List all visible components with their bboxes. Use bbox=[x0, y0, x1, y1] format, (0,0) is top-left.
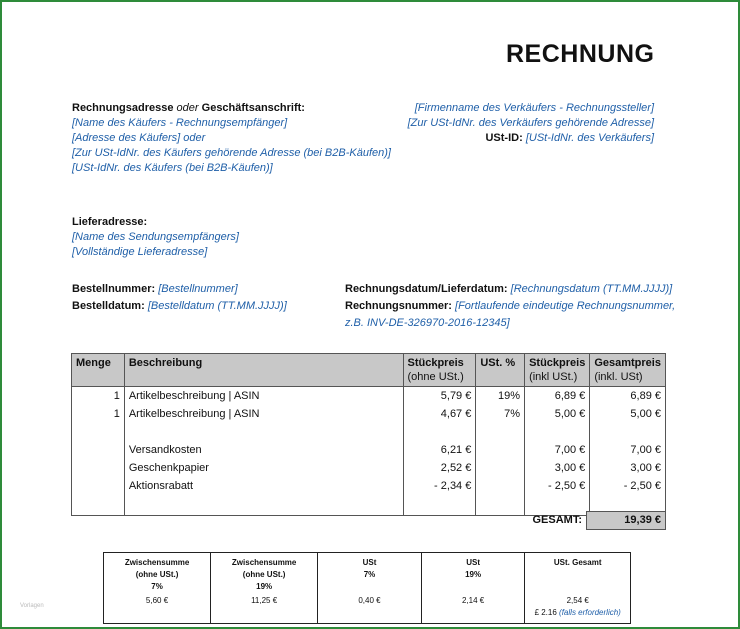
table-row bbox=[72, 423, 666, 441]
cell-gesamtpreis: 7,00 € bbox=[590, 441, 666, 459]
cell-menge: 1 bbox=[72, 405, 125, 423]
summary-heading: (ohne USt.) bbox=[242, 570, 286, 579]
cell-empty bbox=[124, 495, 403, 516]
cell-stueckpreis-inkl: 6,89 € bbox=[525, 387, 590, 406]
watermark: Vorlagen bbox=[20, 603, 44, 609]
summary-value: 2,54 € bbox=[566, 596, 589, 605]
cell-stueckpreis: 4,67 € bbox=[403, 405, 476, 423]
cell-empty bbox=[124, 423, 403, 441]
table-row bbox=[72, 495, 666, 516]
cell-menge bbox=[72, 441, 125, 459]
invoice-date-value: [Rechnungsdatum (TT.MM.JJJJ)] bbox=[510, 283, 673, 295]
cell-empty bbox=[525, 495, 590, 516]
cell-gesamtpreis: 6,89 € bbox=[590, 387, 666, 406]
billing-line: [Name des Käufers - Rechnungsempfänger] bbox=[72, 117, 288, 129]
cell-ust bbox=[476, 459, 525, 477]
cell-empty bbox=[525, 423, 590, 441]
summary-cell-ust-7 bbox=[318, 553, 422, 624]
summary-table bbox=[103, 552, 631, 624]
invoice-date bbox=[345, 282, 672, 297]
billing-label-a: Rechnungsadresse bbox=[72, 102, 174, 114]
summary-heading: Zwischensumme bbox=[124, 558, 190, 567]
delivery-label: Lieferadresse: bbox=[72, 216, 148, 228]
order-number-value: [Bestellnummer] bbox=[158, 283, 238, 295]
cell-empty bbox=[590, 423, 666, 441]
cell-stueckpreis-inkl: 7,00 € bbox=[525, 441, 590, 459]
summary-heading: 19% bbox=[465, 570, 482, 579]
total-label: GESAMT: bbox=[532, 514, 582, 526]
summary-heading: 7% bbox=[363, 570, 376, 579]
summary-heading: USt bbox=[362, 558, 377, 567]
seller-ust-value: [USt-IdNr. des Verkäufers] bbox=[525, 132, 654, 144]
cell-beschreibung: Aktionsrabatt bbox=[124, 477, 403, 495]
summary-extra bbox=[527, 607, 628, 619]
summary-extra-value: £ 2.16 bbox=[534, 608, 557, 617]
invoice-number-value: [Fortlaufende eindeutige Rechnungsnummer, bbox=[455, 300, 676, 312]
order-number-label: Bestellnummer: bbox=[72, 283, 156, 295]
total-value: 19,39 € bbox=[586, 511, 666, 530]
cell-beschreibung: Versandkosten bbox=[124, 441, 403, 459]
cell-empty bbox=[72, 495, 125, 516]
table-header-row bbox=[72, 354, 666, 387]
cell-gesamtpreis: - 2,50 € bbox=[590, 477, 666, 495]
summary-cell-ust-19 bbox=[421, 553, 525, 624]
cell-empty bbox=[476, 423, 525, 441]
cell-stueckpreis: - 2,34 € bbox=[403, 477, 476, 495]
summary-extra-note: (falls erforderlich) bbox=[559, 608, 621, 617]
summary-heading: USt. Gesamt bbox=[553, 558, 602, 567]
cell-stueckpreis: 6,21 € bbox=[403, 441, 476, 459]
items-table bbox=[71, 353, 666, 516]
summary-value: 5,60 € bbox=[145, 596, 169, 605]
cell-gesamtpreis: 5,00 € bbox=[590, 405, 666, 423]
cell-ust bbox=[476, 477, 525, 495]
cell-stueckpreis-inkl: 3,00 € bbox=[525, 459, 590, 477]
invoice-date-label: Rechnungsdatum/Lieferdatum: bbox=[345, 283, 508, 295]
invoice-number-value-cont: z.B. INV-DE-326970-2016-12345] bbox=[345, 317, 510, 329]
summary-heading: 7% bbox=[151, 582, 163, 591]
seller-ust bbox=[485, 131, 654, 146]
cell-stueckpreis-inkl: - 2,50 € bbox=[525, 477, 590, 495]
order-date-label: Bestelldatum: bbox=[72, 300, 145, 312]
cell-ust: 7% bbox=[476, 405, 525, 423]
table-row bbox=[72, 405, 666, 423]
billing-line: [USt-IdNr. des Käufers (bei B2B-Käufen)] bbox=[72, 162, 273, 174]
seller-name: [Firmenname des Verkäufers - Rechnungssteller] bbox=[414, 102, 654, 114]
billing-label-b: Geschäftsanschrift: bbox=[201, 102, 305, 114]
header-gesamtpreis: Gesamtpreis (inkl. USt) bbox=[590, 354, 666, 387]
summary-row bbox=[104, 553, 631, 624]
page-title: RECHNUNG bbox=[506, 40, 655, 68]
summary-heading: (ohne USt.) bbox=[135, 570, 179, 579]
summary-cell-ust-total bbox=[525, 553, 631, 624]
table-row bbox=[72, 477, 666, 495]
summary-heading: 19% bbox=[256, 582, 273, 591]
cell-empty bbox=[476, 495, 525, 516]
summary-value: 0,40 € bbox=[358, 596, 381, 605]
table-row bbox=[72, 387, 666, 406]
header-ust: USt. % bbox=[476, 354, 525, 387]
cell-beschreibung: Artikelbeschreibung | ASIN bbox=[124, 405, 403, 423]
cell-stueckpreis-inkl: 5,00 € bbox=[525, 405, 590, 423]
cell-empty bbox=[403, 495, 476, 516]
summary-heading: Zwischensumme bbox=[231, 558, 297, 567]
header-stueckpreis: Stückpreis (ohne USt.) bbox=[403, 354, 476, 387]
cell-menge: 1 bbox=[72, 387, 125, 406]
billing-line: [Adresse des Käufers] oder bbox=[72, 132, 206, 144]
invoice-number bbox=[345, 299, 675, 314]
billing-label bbox=[72, 101, 305, 116]
invoice-number-label: Rechnungsnummer: bbox=[345, 300, 452, 312]
cell-stueckpreis: 2,52 € bbox=[403, 459, 476, 477]
header-menge: Menge bbox=[72, 354, 125, 387]
order-date bbox=[72, 299, 287, 314]
cell-empty bbox=[72, 423, 125, 441]
billing-line: [Zur USt-IdNr. des Käufers gehörende Adresse (bei B2B-Käufen)] bbox=[72, 147, 391, 159]
cell-beschreibung: Geschenkpapier bbox=[124, 459, 403, 477]
summary-value: 11,25 € bbox=[251, 596, 278, 605]
header-beschreibung: Beschreibung bbox=[124, 354, 403, 387]
summary-cell-subtotal-19 bbox=[211, 553, 318, 624]
billing-label-oder: oder bbox=[176, 102, 199, 114]
cell-menge bbox=[72, 459, 125, 477]
delivery-line: [Name des Sendungsempfängers] bbox=[72, 231, 239, 243]
cell-menge bbox=[72, 477, 125, 495]
summary-value: 2,14 € bbox=[461, 596, 485, 605]
cell-ust: 19% bbox=[476, 387, 525, 406]
cell-empty bbox=[403, 423, 476, 441]
seller-address: [Zur USt-IdNr. des Verkäufers gehörende Adresse] bbox=[407, 117, 654, 129]
cell-beschreibung: Artikelbeschreibung | ASIN bbox=[124, 387, 403, 406]
table-row bbox=[72, 441, 666, 459]
delivery-line: [Vollständige Lieferadresse] bbox=[72, 246, 208, 258]
summary-cell-subtotal-7 bbox=[104, 553, 211, 624]
order-number bbox=[72, 282, 238, 297]
seller-ust-label: USt-ID: bbox=[485, 132, 523, 144]
summary-heading: USt bbox=[466, 558, 480, 567]
order-date-value: [Bestelldatum (TT.MM.JJJJ)] bbox=[147, 300, 287, 312]
header-stueckpreis-inkl: Stückpreis (inkl USt.) bbox=[525, 354, 590, 387]
table-row bbox=[72, 459, 666, 477]
cell-gesamtpreis: 3,00 € bbox=[590, 459, 666, 477]
cell-stueckpreis: 5,79 € bbox=[403, 387, 476, 406]
cell-ust bbox=[476, 441, 525, 459]
